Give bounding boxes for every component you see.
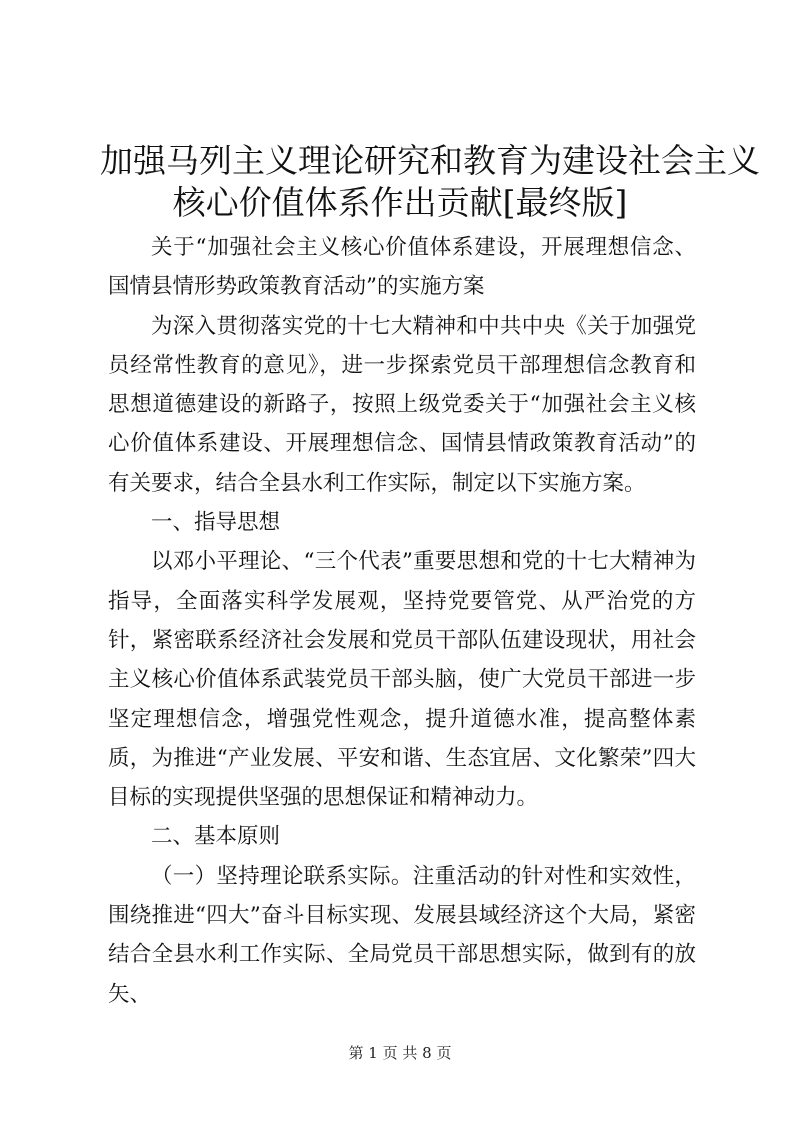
page-number-footer: 第 1 页 共 8 页	[348, 1044, 452, 1062]
document-title-line-1: 加强马列主义理论研究和教育为建设社会主义	[100, 141, 760, 180]
paragraph-guiding-thought: 以邓小平理论、“三个代表”重要思想和党的十七大精神为指导，全面落实科学发展观，坚持党要管党、从严治党的方针，紧密联系经济社会发展和党员干部队伍建设现状，用社会主义核心价值体系武装党员干部头脑，使广大党员干部进一步坚定理想信念，增强党性观念，提升道德水准，提高整体素质，为推进“产业发展、平安和谐、生态宜居、文化繁荣”四大目标的实现提供坚强的思想保证和精神动力。	[108, 549, 696, 811]
paragraph-intro: 为深入贯彻落实党的十七大精神和中共中央《关于加强党员经常性教育的意见》，进一步探索党员干部理想信念教育和思想道德建设的新路子，按照上级党委关于“加强社会主义核心价值体系建设、开展理想信念、国情县情政策教育活动”的有关要求，结合全县水利工作实际，制定以下实施方案。	[108, 313, 696, 496]
paragraph-principle-1: （一）坚持理论联系实际。注重活动的针对性和实效性，围绕推进“四大”奋斗目标实现、发展县域经济这个大局，紧密结合全县水利工作实际、全局党员干部思想实际，做到有的放矢、	[108, 863, 696, 1007]
section-heading-guiding-thought: 一、指导思想	[151, 510, 281, 536]
document-body	[108, 228, 696, 1014]
paragraph-plan-title: 关于“加强社会主义核心价值体系建设，开展理想信念、国情县情形势政策教育活动”的实施方案	[108, 235, 696, 300]
document-title-line-2: 核心价值体系作出贡献[最终版]	[172, 183, 628, 222]
section-heading-basic-principles: 二、基本原则	[151, 824, 281, 850]
